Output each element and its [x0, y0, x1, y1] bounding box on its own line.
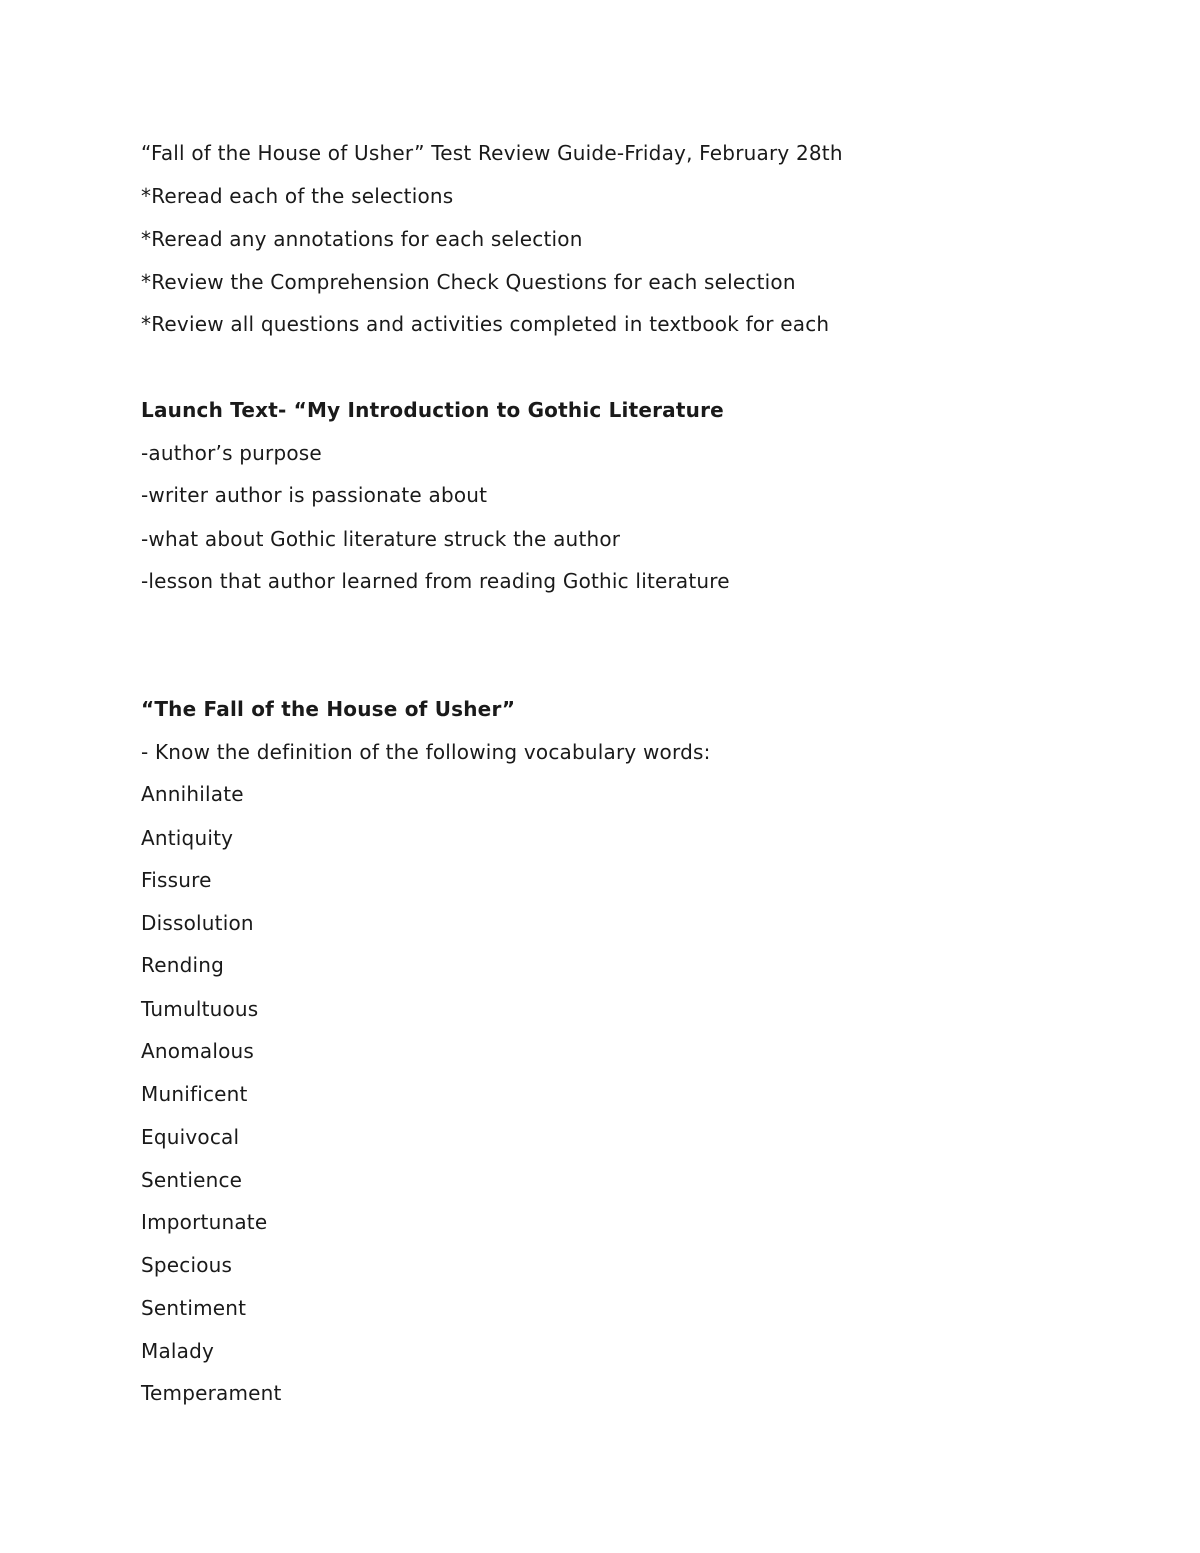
vocabulary-word: Sentience: [141, 1168, 243, 1192]
instruction-item: *Review all questions and activities completed in textbook for each: [141, 312, 830, 336]
launch-item: -lesson that author learned from reading Gothic literature: [141, 569, 730, 593]
instruction-item: *Reread any annotations for each selection: [141, 227, 583, 251]
vocabulary-word: Fissure: [141, 868, 212, 892]
vocabulary-word: Specious: [141, 1253, 233, 1277]
instruction-item: *Review the Comprehension Check Questions for each selection: [141, 270, 796, 294]
vocabulary-word: Anomalous: [141, 1039, 255, 1063]
instruction-item: *Reread each of the selections: [141, 184, 454, 208]
launch-item: -author’s purpose: [141, 441, 322, 465]
vocabulary-word: Munificent: [141, 1082, 248, 1106]
vocabulary-word: Dissolution: [141, 911, 254, 935]
vocabulary-word: Rending: [141, 953, 225, 977]
vocabulary-word: Tumultuous: [141, 997, 259, 1021]
vocabulary-word: Malady: [141, 1339, 215, 1363]
usher-section-heading: “The Fall of the House of Usher”: [141, 697, 516, 721]
vocabulary-word: Equivocal: [141, 1125, 240, 1149]
vocabulary-word: Importunate: [141, 1210, 268, 1234]
document-title: “Fall of the House of Usher” Test Review Guide-Friday, February 28th: [141, 141, 843, 165]
vocabulary-intro: - Know the definition of the following vocabulary words:: [141, 740, 711, 764]
vocabulary-word: Sentiment: [141, 1296, 247, 1320]
launch-section-heading: Launch Text- “My Introduction to Gothic Literature: [141, 398, 724, 422]
vocabulary-word: Antiquity: [141, 826, 234, 850]
vocabulary-word: Annihilate: [141, 782, 244, 806]
vocabulary-word: Temperament: [141, 1381, 282, 1405]
launch-item: -what about Gothic literature struck the author: [141, 527, 621, 551]
launch-item: -writer author is passionate about: [141, 483, 488, 507]
